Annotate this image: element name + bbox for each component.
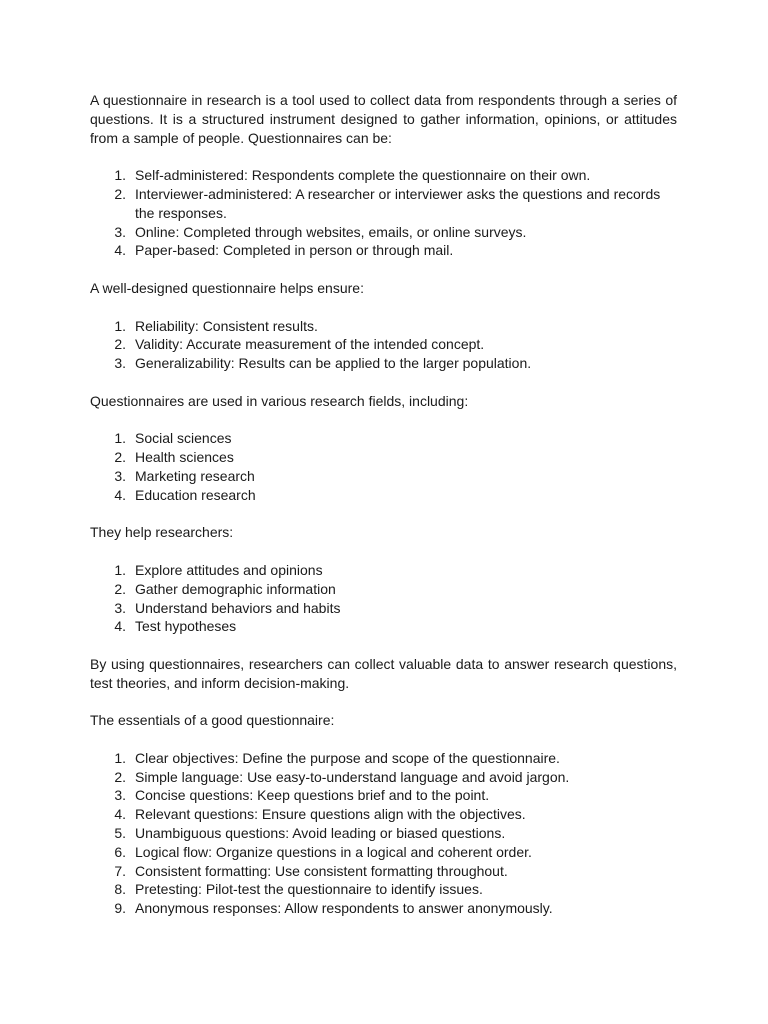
list-item-text: Consistent formatting: Use consistent formatting throughout. — [135, 862, 508, 879]
list-number: 2. — [114, 449, 126, 466]
list-item-text: Understand behaviors and habits — [135, 599, 341, 616]
list-number: 1. — [114, 317, 126, 334]
help-paragraph: They help researchers: — [90, 524, 234, 541]
list-item — [90, 185, 677, 223]
list-number: 2. — [114, 768, 126, 785]
list-number: 7. — [114, 862, 126, 879]
using-paragraph: By using questionnaires, researchers can collect valuable data to answer research questions, test theories, and inform decision-making. — [90, 655, 677, 691]
spacer — [90, 730, 677, 749]
list-item — [90, 166, 677, 185]
list-item-text: Generalizability: Results can be applied to the larger population. — [135, 355, 532, 372]
list-item — [90, 899, 677, 918]
intro-paragraph: A questionnaire in research is a tool used to collect data from respondents through a series of questions. It is a structured instrument designed to gather information, opinions, or attitudes from a sample of people. Questionnaires can be: — [90, 92, 677, 146]
list-number: 4. — [114, 242, 126, 259]
list-item-text: Anonymous responses: Allow respondents to answer anonymously. — [135, 900, 553, 917]
questionnaire-types-list — [90, 166, 677, 260]
ensure-paragraph: A well-designed questionnaire helps ensure: — [90, 279, 364, 296]
ensure-list — [90, 317, 677, 373]
list-item — [90, 354, 677, 373]
spacer — [90, 373, 677, 392]
list-item — [90, 429, 677, 448]
list-number: 1. — [114, 430, 126, 447]
list-item — [90, 486, 677, 505]
spacer — [90, 260, 677, 279]
list-item — [90, 786, 677, 805]
list-item-text: Online: Completed through websites, emails, or online surveys. — [135, 223, 527, 240]
list-item — [90, 580, 677, 599]
list-item — [90, 223, 677, 242]
spacer — [90, 542, 677, 561]
list-item-text: Gather demographic information — [135, 580, 336, 597]
list-item-text: Clear objectives: Define the purpose and scope of the questionnaire. — [135, 749, 560, 766]
list-number: 9. — [114, 900, 126, 917]
list-item — [90, 448, 677, 467]
list-item — [90, 862, 677, 881]
list-item — [90, 880, 677, 899]
list-number: 4. — [114, 806, 126, 823]
list-item-text: Relevant questions: Ensure questions align with the objectives. — [135, 806, 526, 823]
essentials-paragraph: The essentials of a good questionnaire: — [90, 712, 335, 729]
list-item-text: Self-administered: Respondents complete the questionnaire on their own. — [135, 167, 591, 184]
list-number: 1. — [114, 561, 126, 578]
list-item — [90, 805, 677, 824]
list-number: 2. — [114, 580, 126, 597]
spacer — [90, 636, 677, 655]
list-item — [90, 768, 677, 787]
list-item-text: Validity: Accurate measurement of the intended concept. — [135, 336, 485, 353]
list-item — [90, 467, 677, 486]
list-item — [90, 241, 677, 260]
spacer — [90, 505, 677, 524]
list-item-text: Simple language: Use easy-to-understand language and avoid jargon. — [135, 768, 570, 785]
list-item-text: Unambiguous questions: Avoid leading or biased questions. — [135, 825, 506, 842]
list-item-text: Education research — [135, 486, 256, 503]
list-item — [90, 824, 677, 843]
fields-list — [90, 429, 677, 504]
essentials-list — [90, 749, 677, 918]
list-item-text: Concise questions: Keep questions brief and to the point. — [135, 787, 490, 804]
list-number: 3. — [114, 787, 126, 804]
list-item-text: Social sciences — [135, 430, 232, 447]
fields-paragraph: Questionnaires are used in various research fields, including: — [90, 392, 469, 409]
list-number: 3. — [114, 599, 126, 616]
spacer — [90, 147, 677, 166]
help-list — [90, 561, 677, 636]
list-item — [90, 617, 677, 636]
list-item — [90, 317, 677, 336]
list-item — [90, 561, 677, 580]
list-number: 2. — [114, 185, 126, 202]
list-item-text: Explore attitudes and opinions — [135, 561, 323, 578]
list-item — [90, 599, 677, 618]
spacer — [90, 693, 677, 712]
list-item-text: Logical flow: Organize questions in a logical and coherent order. — [135, 843, 532, 860]
list-item-text: Test hypotheses — [135, 618, 237, 635]
list-number: 3. — [114, 355, 126, 372]
list-number: 1. — [114, 749, 126, 766]
list-number: 3. — [114, 223, 126, 240]
list-number: 4. — [114, 618, 126, 635]
list-item-text: Interviewer-administered: A researcher or interviewer asks the questions and records the responses. — [135, 185, 661, 221]
spacer — [90, 411, 677, 430]
document-page — [90, 91, 677, 918]
list-number: 8. — [114, 881, 126, 898]
list-number: 6. — [114, 843, 126, 860]
list-number: 3. — [114, 467, 126, 484]
list-item — [90, 335, 677, 354]
list-number: 1. — [114, 167, 126, 184]
list-item-text: Reliability: Consistent results. — [135, 317, 318, 334]
list-item-text: Health sciences — [135, 449, 234, 466]
list-item-text: Paper-based: Completed in person or through mail. — [135, 242, 454, 259]
spacer — [90, 298, 677, 317]
list-item — [90, 843, 677, 862]
list-item-text: Pretesting: Pilot-test the questionnaire to identify issues. — [135, 881, 483, 898]
list-number: 5. — [114, 825, 126, 842]
list-number: 4. — [114, 486, 126, 503]
list-number: 2. — [114, 336, 126, 353]
list-item — [90, 749, 677, 768]
list-item-text: Marketing research — [135, 467, 255, 484]
